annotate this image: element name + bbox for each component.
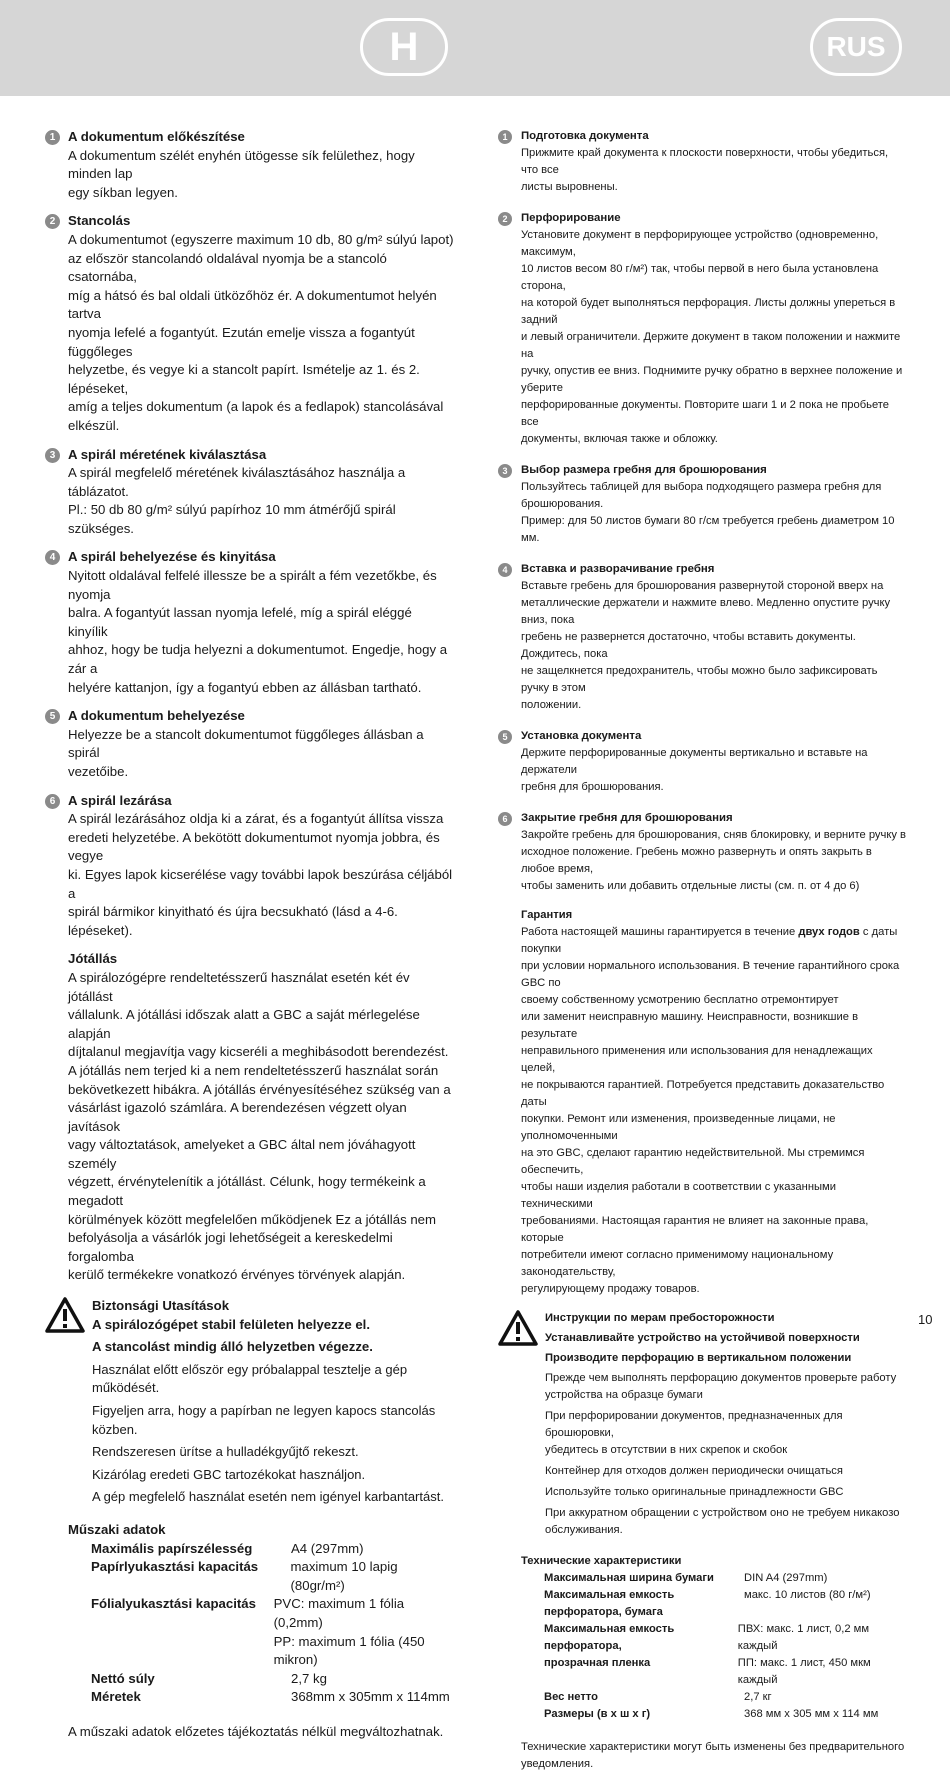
safety-item: Прежде чем выполнять перфорацию документов проверьте работу устройства на образце бумаги [545, 1372, 897, 1401]
spec-value: maximum 10 lapig (80gr/m²) [290, 1559, 398, 1593]
spec-row [68, 1688, 455, 1707]
step-title: Перфорирование [521, 212, 621, 224]
page-number: 10 [918, 1312, 933, 1327]
spec-label: Максимальная емкость перфоратора, прозрачная пленка [544, 1623, 675, 1669]
specs-section [45, 1521, 455, 1742]
spec-label: Maximális papírszélesség [91, 1540, 253, 1556]
step-number-icon: 5 [45, 709, 60, 724]
safety-bold-line: A stancolást mindig álló helyzetben végezze. [92, 1339, 373, 1355]
step-title: Установка документа [521, 730, 642, 742]
step-title: Закрытие гребня для брошюрования [521, 812, 733, 824]
safety-item: Kizárólag eredeti GBC tartozékokat használjon. [92, 1466, 366, 1482]
step-number-icon: 6 [498, 812, 512, 826]
step-title: Вставка и разворачивание гребня [521, 563, 715, 575]
specs-note: A műszaki adatok előzetes tájékoztatás nélkül megváltozhatnak. [68, 1723, 444, 1739]
step-2 [498, 210, 908, 448]
step-6 [45, 792, 455, 941]
step-body: Nyitott oldalával felfelé illessze be a spirált a fém vezetőkbe, és nyomja balra. A fogantyút lassan nyomja lefelé, míg a spirál eléggé kinyílik ahhoz, hogy be tudja helyezni a dokumentumot. Engedje, hogy a zár a helyére kattanjon, így a fogantyú ebben az állásban tartható. [68, 568, 448, 695]
safety-bold-line: Производите перфорацию в вертикальном положении [545, 1352, 852, 1364]
safety-item: Figyeljen arra, hogy a papírban ne legyen kapocs stancolás közben. [92, 1403, 436, 1437]
spec-value: 2,7 kg [291, 1670, 327, 1686]
safety-item: Használat előtt először egy próbalappal tesztelje a gép működését. [92, 1361, 408, 1396]
step-title: Stancolás [68, 213, 131, 229]
step-title: Подготовка документа [521, 130, 649, 142]
step-1 [45, 128, 455, 202]
safety-item: Используйте только оригинальные принадлежности GBC [545, 1486, 844, 1498]
step-number-icon: 3 [498, 464, 512, 478]
language-badge-hungarian: H [360, 18, 448, 76]
spec-label: Максимальная ширина бумаги [544, 1572, 714, 1584]
spec-value: макс. 10 листов (80 г/м²) [744, 1589, 871, 1601]
step-number-icon: 5 [498, 730, 512, 744]
warning-triangle-icon [498, 1310, 538, 1346]
step-body: Вставьте гребень для брошюрования развернутой стороной вверх на металлические держатели и нажмите влево. Медленно опустите ручку вниз, пока гребень не развернется достаточно, чтобы вставить документы. Дождитесь, пока не защелкнется предохранитель, чтобы можно было зафиксировать ручку в этом положении. [521, 580, 891, 711]
step-title: A dokumentum előkészítése [68, 129, 245, 144]
spec-row [68, 1595, 455, 1669]
spec-row [521, 1621, 908, 1689]
step-number-icon: 4 [498, 563, 512, 577]
step-5 [45, 707, 455, 781]
step-body: Установите документ в перфорирующее устройство (одновременно, максимум, 10 листов весом 80 г/м²) так, чтобы первой в него была установлена сторона, на которой будет выполняться перфорация. Листы должны упереться в задний и левый ограничители. Держите документ в таком положении и нажмите на ручку, опустив ее вниз. Поднимите ручку обратно в верхнее положение и уберите перфорированные документы. Повторите шаги 1 и 2 пока не пробьете все документы, включая также и обложку. [521, 229, 903, 445]
safety-title: Инструкции по мерам пребосторожности [545, 1312, 775, 1324]
spec-value: ПВХ: макс. 1 лист, 0,2 мм каждый ПП: макс. 1 лист, 450 мкм каждый [737, 1623, 871, 1686]
step-body: Пользуйтесь таблицей для выбора подходящего размера гребня для брошюрования. Пример: для 50 листов бумаги 80 г/см требуется гребень диаметром 10 мм. [521, 481, 895, 544]
hungarian-column [45, 128, 455, 1742]
spec-value: A4 (297mm) [291, 1540, 364, 1556]
spec-row [521, 1706, 908, 1723]
spec-row [521, 1689, 908, 1706]
step-3 [498, 462, 908, 547]
spec-row [68, 1540, 455, 1559]
step-1 [498, 128, 908, 196]
spec-label: Papírlyukasztási kapacitás [91, 1559, 259, 1575]
spec-row [521, 1570, 908, 1587]
step-body: Helyezze be a stancolt dokumentumot függőleges állásban a spirál vezetőibe. [68, 726, 424, 779]
warranty-body [521, 924, 908, 1298]
step-number-icon: 1 [498, 130, 512, 144]
spec-value: 368mm x 305mm x 114mm [291, 1689, 450, 1705]
safety-title: Biztonsági Utasítások [92, 1298, 230, 1314]
language-badge-russian: RUS [810, 18, 902, 76]
warranty-title: Гарантия [521, 909, 573, 921]
step-5 [498, 728, 908, 796]
safety-item: A gép megfelelő használat esetén nem igényel karbantartást. [92, 1489, 444, 1505]
safety-section [498, 1310, 908, 1539]
safety-bold-line: A spirálozógépet stabil felületen helyezze el. [92, 1316, 370, 1332]
specs-note: Технические характеристики могут быть изменены без предварительного уведомления. [521, 1741, 905, 1770]
step-body: Прижмите край документа к плоскости поверхности, чтобы убедиться, что все листы выровнены. [521, 147, 889, 193]
spec-label: Максимальная емкость перфоратора, бумага [544, 1589, 675, 1618]
step-number-icon: 2 [498, 212, 512, 226]
warning-triangle-icon [45, 1297, 85, 1333]
spec-label: Nettó súly [91, 1670, 155, 1686]
safety-item: Rendszeresen ürítse a hulladékgyűjtő rekeszt. [92, 1444, 359, 1460]
spec-label: Fólialyukasztási kapacitás [91, 1596, 256, 1612]
step-body: A spirál megfelelő méretének kiválasztásához használja a táblázatot. Pl.: 50 db 80 g/m² súlyú papírhoz 10 mm átmérőjű spirál szükséges. [68, 465, 406, 536]
warranty-section [45, 950, 455, 1285]
step-number-icon: 1 [45, 130, 60, 145]
spec-label: Вес нетто [544, 1691, 598, 1703]
specs-section [498, 1553, 908, 1773]
step-3 [45, 446, 455, 539]
spec-value: PVC: maximum 1 fólia (0,2mm) PP: maximum 1 fólia (450 mikron) [273, 1596, 425, 1668]
spec-label: Méretek [91, 1689, 141, 1705]
warranty-title: Jótállás [68, 951, 118, 967]
safety-item: При аккуратном обращении с устройством оно не требуем никакозо обслуживания. [545, 1507, 900, 1536]
specs-title: Технические характеристики [521, 1555, 682, 1567]
spec-row [68, 1558, 455, 1595]
warranty-text: Работа настоящей машины гарантируется в течение [521, 926, 799, 938]
spec-value: 368 мм х 305 мм х 114 мм [744, 1708, 879, 1720]
spec-value: DIN A4 (297mm) [744, 1572, 828, 1584]
warranty-text: с даты покупки при условии нормального использования. В течение гарантийного срока GBC по своему собственному усмотрению бесплатно отремонтирует или заменит неисправную машину. Неисправности, возникшие в результате неправильного применения или использования для ненадлежащих целей, не покрываются гарантией. Потребуется представить доказательство даты покупки. Ремонт или изменения, произведенные лицами, не уполномоченными на это GBC, сделают гарантию недействительной. Мы стремимся обеспечить, чтобы наши изделия работали в соответствии с указанными техническими требованиями. Настоящая гарантия не влияет на законные права, которые потребители имеют согласно применимому национальному законодательству, регулирующему продажу товаров. [521, 926, 900, 1295]
spec-row [68, 1670, 455, 1689]
step-title: A spirál lezárása [68, 792, 172, 808]
spec-label: Размеры (в х ш х г) [544, 1708, 651, 1720]
step-body: Закройте гребень для брошюрования, сняв блокировку, и верните ручку в исходное положение. Гребень можно развернуть и опять закрыть в любое время, чтобы заменить или добавить отдельные листы (см. п. от 4 до 6) [521, 829, 906, 892]
warranty-section [498, 907, 908, 1298]
step-4 [45, 548, 455, 697]
spec-value: 2,7 кг [744, 1691, 772, 1703]
safety-item: Контейнер для отходов должен периодически очищаться [545, 1465, 843, 1477]
step-body: A spirál lezárásához oldja ki a zárat, és a fogantyút állítsa vissza eredeti helyzetébe. A bekötött dokumentumot nyomja jobbra, és vegye ki. Egyes lapok kicserélése vagy további lapok beszúrása céljából a spirál bármikor kinyitható és újra becsukható (lásd a 4-6. lépéseket). [68, 811, 453, 938]
step-body: A dokumentum szélét enyhén ütögesse sík felülethez, hogy minden lap egy síkban legyen. [68, 147, 415, 200]
safety-bold-line: Устанавливайте устройство на устойчивой поверхности [545, 1332, 860, 1344]
page-header [0, 0, 950, 96]
step-body: Держите перфорированные документы вертикально и вставьте на держатели гребня для брошюрования. [521, 747, 868, 793]
warranty-period: двух годов [798, 926, 860, 938]
specs-title: Műszaki adatok [68, 1521, 166, 1537]
safety-item: При перфорировании документов, предназначенных для брошюровки, убедитесь в отсутствии в них скрепок и скобок [545, 1410, 843, 1456]
step-title: Выбор размера гребня для брошюрования [521, 464, 767, 476]
step-title: A spirál behelyezése és kinyitása [68, 549, 276, 565]
step-number-icon: 2 [45, 214, 60, 229]
spec-row [521, 1587, 908, 1621]
step-body: A dokumentumot (egyszerre maximum 10 db, 80 g/m² súlyú lapot) az először stancolandó oldalával nyomja be a stancoló csatornába, míg a hátsó és bal oldali ütközőhöz ér. A dokumentumot helyén tartva nyomja lefelé a fogantyút. Ezután emelje vissza a fogantyút függőleges helyzetbe, és vegye ki a stancolt papírt. Ismételje az 1. és 2. lépéseket, amíg a teljes dokumentum (a lapok és a fedlapok) stancolásával elkészül. [68, 231, 454, 433]
step-number-icon: 4 [45, 550, 60, 565]
russian-column [498, 128, 908, 1773]
step-2 [45, 212, 455, 435]
safety-section [45, 1297, 455, 1507]
step-4 [498, 561, 908, 714]
step-number-icon: 6 [45, 794, 60, 809]
step-number-icon: 3 [45, 448, 60, 463]
step-6 [498, 810, 908, 895]
warranty-body: A spirálozógépre rendeltetésszerű használat esetén két év jótállást vállalunk. A jótállási időszak alatt a GBC a saját mérlegelése alapján díjtalanul megjavítja vagy kicseréli a meghibásodott berendezést. A jótállás nem terjed ki a nem rendeltetésszerű használat során bekövetkezett hibákra. A jótállás érvényesítéséhez szükség van a vásárlást igazoló számlára. A berendezésen végzett olyan javítások vagy változtatások, amelyeket a GBC által nem jóváhagyott személy végzett, érvénytelenítik a jótállást. Célunk, hogy termékeink a megadott körülmények között megfelelően működjenek Ez a jótállás nem befolyásolja a vásárlók jogi lehetőségeit a kereskedelmi forgalomba kerülő termékekre vonatkozó érvényes törvények alapján. [68, 969, 451, 1283]
step-title: A dokumentum behelyezése [68, 708, 245, 724]
step-title: A spirál méretének kiválasztása [68, 446, 267, 462]
